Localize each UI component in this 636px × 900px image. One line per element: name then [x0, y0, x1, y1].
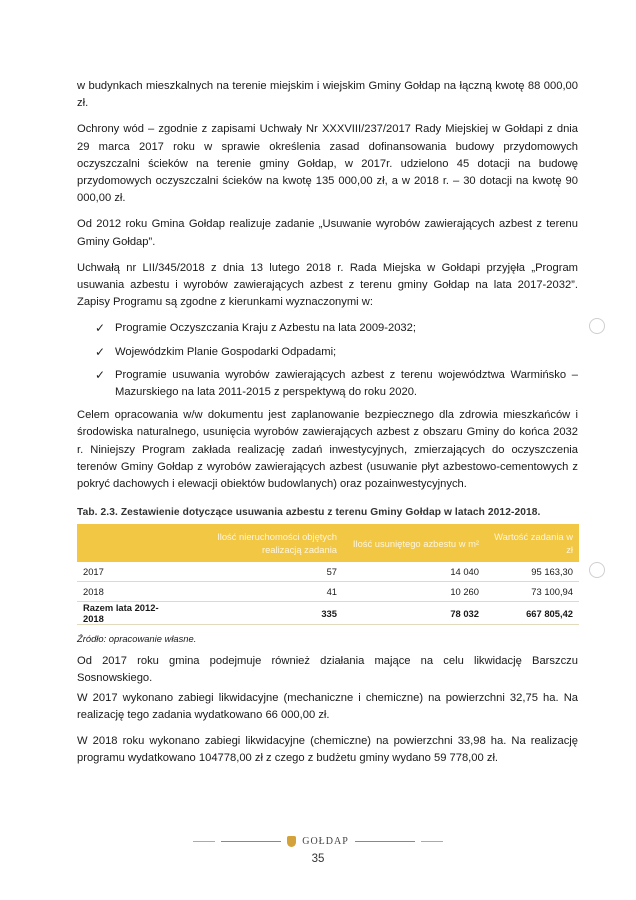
footer-divider — [221, 841, 281, 842]
program-list — [77, 320, 578, 401]
header-cell: Ilość usuniętego azbestu w m² — [343, 524, 485, 562]
paragraph-asbestos-task: Od 2012 roku Gmina Gołdap realizuje zadanie „Usuwanie wyrobów zawierających azbest z terenu Gminy Gołdap”. — [77, 218, 578, 248]
table-source: Źródło: opracowanie własne. — [77, 633, 197, 645]
scan-punch-hole — [589, 318, 605, 334]
table-caption: Tab. 2.3. Zestawienie dotyczące usuwania azbestu z terenu Gminy Gołdap w latach 2012-2018. — [77, 507, 541, 519]
check-icon: ✓ — [95, 344, 106, 359]
asbestos-table — [77, 524, 579, 625]
table-cell: 95 163,30 — [485, 562, 579, 582]
table-cell: 10 260 — [343, 582, 485, 602]
footer-divider — [193, 841, 215, 842]
scan-punch-hole — [589, 562, 605, 578]
check-icon: ✓ — [95, 321, 106, 336]
paragraph-hogweed-2018: W 2018 roku wykonano zabiegi likwidacyjne (chemiczne) na powierzchni 33,98 ha. Na realizację programu wydatkowano 104778,00 zł z czego z budżetu gminy wydano 59 778,00 zł. — [77, 735, 578, 765]
table-cell: 2018 — [77, 582, 181, 602]
table-cell: 57 — [181, 562, 343, 582]
paragraph-resolution: Uchwałą nr LII/345/2018 z dnia 13 lutego 2018 r. Rada Miejska w Gołdapi przyjęła „Program usuwania azbestu i wyrobów zawierających azbest z terenu gminy Gołdap na lata 2017-2032”. Zapisy Programu są zgodne z kierunkami wyznaczonymi w: — [77, 261, 578, 309]
footer-logo — [0, 836, 636, 847]
table-total-row — [77, 602, 579, 625]
table-header-row — [77, 524, 579, 562]
header-cell — [77, 524, 181, 562]
list-item-text: Programie Oczyszczania Kraju z Azbestu na lata 2009-2032; — [115, 322, 416, 335]
footer-divider — [421, 841, 443, 842]
footer-brand: GOŁDAP — [302, 836, 349, 847]
coat-of-arms-icon — [287, 836, 296, 847]
list-item-text: Programie usuwania wyrobów zawierających azbest z terenu województwa Warmińsko – Mazurskiego na lata 2011-2015 z perspektywą do roku 2020. — [115, 368, 578, 399]
paragraph-intro: w budynkach mieszkalnych na terenie miejskim i wiejskim Gminy Gołdap na łączną kwotę 88 000,00 zł. — [77, 80, 578, 110]
table-cell: 335 — [181, 602, 343, 625]
check-icon: ✓ — [95, 367, 106, 382]
table-row — [77, 562, 579, 582]
table-cell: 667 805,42 — [485, 602, 579, 625]
table-row — [77, 582, 579, 602]
header-cell: Wartość zadania w zł — [485, 524, 579, 562]
list-item — [95, 320, 578, 337]
table-cell: 41 — [181, 582, 343, 602]
table-cell: 78 032 — [343, 602, 485, 625]
list-item — [95, 344, 578, 361]
list-item — [95, 367, 578, 401]
paragraph-program-goal: Celem opracowania w/w dokumentu jest zaplanowanie bezpiecznego dla zdrowia mieszkańców i środowiska naturalnego, usunięcia wyrobów zawierających azbest z obszaru Gminy do końca 2032 r. Niniejszy Program zakłada realizację zadań inwestycyjnych, zmierzających do oczyszczenia terenów Gminy Gołdap z wyrobów zawierających azbest (usuwanie płyt azbestowo-cementowych z pokryć dachowych i elewacji obiektów budowlanych) oraz pozainwestycyjnych. — [77, 409, 578, 491]
paragraph-hogweed-2017: W 2017 wykonano zabiegi likwidacyjne (mechaniczne i chemiczne) na powierzchni 32,75 ha. Na realizację tego zadania wydatkowano 66 000,00 zł. — [77, 691, 578, 721]
page-number: 35 — [311, 853, 325, 865]
paragraph-hogweed-intro: Od 2017 roku gmina podejmuje również działania mające na celu likwidację Barszczu Sosnowskiego. — [77, 655, 578, 685]
list-item-text: Wojewódzkim Planie Gospodarki Odpadami; — [115, 345, 337, 358]
page-footer — [0, 836, 636, 865]
page-content — [77, 78, 578, 776]
table-cell: 14 040 — [343, 562, 485, 582]
table-cell: 2017 — [77, 562, 181, 582]
paragraph-water-protection: Ochrony wód – zgodnie z zapisami Uchwały Nr XXXVIII/237/2017 Rady Miejskiej w Gołdapi z dnia 29 marca 2017 roku w sprawie określenia zasad dofinansowania budowy przydomowych oczyszczalni ścieków na terenie gminy Gołdap, w 2017r. udzielono 45 dotacji na budowę przydomowych oczyszczalni ścieków na kwotę 135 000,00 zł, a w 2018 r. – 30 dotacji na kwotę 90 000,00 zł. — [77, 123, 578, 205]
table-cell: Razem lata 2012-2018 — [77, 602, 181, 625]
header-cell: Ilość nieruchomości objętych realizacją zadania — [181, 524, 343, 562]
footer-divider — [355, 841, 415, 842]
table-cell: 73 100,94 — [485, 582, 579, 602]
